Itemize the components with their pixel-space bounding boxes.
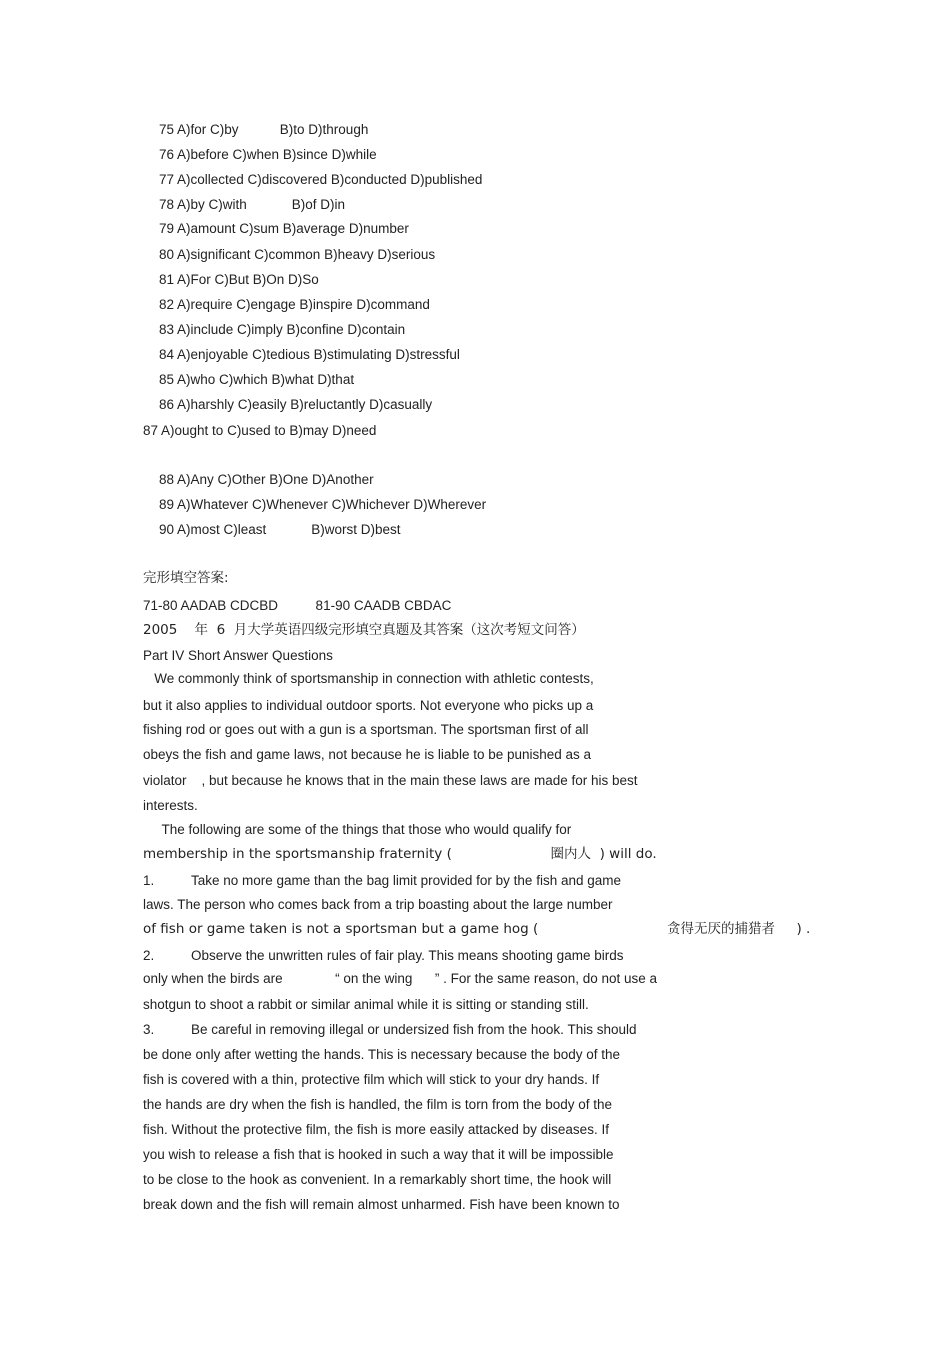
option-86: 86 A)harshly C)easily B)reluctantly D)casually [159, 397, 433, 412]
item3-line: break down and the fish will remain almost unharmed. Fish have been known to [143, 1197, 620, 1212]
option-77: 77 A)collected C)discovered B)conducted D)published [159, 172, 483, 187]
answers-line: 71-80 AADAB CDCBD 81-90 CAADB CBDAC [143, 598, 452, 613]
item3-line: Be careful in removing illegal or undersized fish from the hook. This should [191, 1022, 637, 1037]
option-87: 87 A)ought to C)used to B)may D)need [143, 423, 377, 438]
option-81: 81 A)For C)But B)On D)So [159, 272, 319, 287]
para1-line: We commonly think of sportsmanship in connection with athletic contests, [143, 671, 594, 686]
item3-line: fish is covered with a thin, protective film which will stick to your dry hands. If [143, 1072, 600, 1087]
para1-line: violator , but because he knows that in the main these laws are made for his best [143, 773, 638, 788]
item3-line: be done only after wetting the hands. This is necessary because the body of the [143, 1047, 621, 1062]
option-76: 76 A)before C)when B)since D)while [159, 147, 377, 162]
item3-line: you wish to release a fish that is hooked in such a way that it will be impossible [143, 1147, 614, 1162]
para1-line: fishing rod or goes out with a gun is a sportsman. The sportsman first of all [143, 722, 589, 737]
para2-line: membership in the sportsmanship fraternity ( 圈内人 ) will do. [143, 846, 657, 862]
item-number: 3. [143, 1022, 155, 1037]
item1-line: Take no more game than the bag limit provided for by the fish and game [191, 873, 621, 888]
para2-line: The following are some of the things that those who would qualify for [143, 822, 572, 837]
item3-line: fish. Without the protective film, the fish is more easily attacked by diseases. If [143, 1122, 609, 1137]
option-80: 80 A)significant C)common B)heavy D)serious [159, 247, 436, 262]
option-75: 75 A)for C)by B)to D)through [159, 122, 369, 137]
item1-line: laws. The person who comes back from a trip boasting about the large number [143, 897, 613, 912]
part-heading: Part IV Short Answer Questions [143, 648, 333, 663]
item2-line: Observe the unwritten rules of fair play. This means shooting game birds [191, 948, 624, 963]
item-number: 2. [143, 948, 155, 963]
item-number: 1. [143, 873, 155, 888]
item2-line: only when the birds are “ on the wing ” . For the same reason, do not use a [143, 971, 658, 986]
item3-line: to be close to the hook as convenient. In a remarkably short time, the hook will [143, 1172, 612, 1187]
option-78: 78 A)by C)with B)of D)in [159, 197, 346, 212]
option-85: 85 A)who C)which B)what D)that [159, 372, 355, 387]
year-heading: 2005 年 6 月大学英语四级完形填空真题及其答案（这次考短文问答） [143, 622, 585, 638]
para1-line: obeys the fish and game laws, not because he is liable to be punished as a [143, 747, 592, 762]
option-83: 83 A)include C)imply B)confine D)contain [159, 322, 406, 337]
option-82: 82 A)require C)engage B)inspire D)command [159, 297, 430, 312]
option-89: 89 A)Whatever C)Whenever C)Whichever D)Wherever [159, 497, 487, 512]
option-84: 84 A)enjoyable C)tedious B)stimulating D)stressful [159, 347, 460, 362]
option-79: 79 A)amount C)sum B)average D)number [159, 221, 409, 236]
answers-heading: 完形填空答案: [143, 570, 229, 586]
option-90: 90 A)most C)least B)worst D)best [159, 522, 401, 537]
item1-line: of fish or game taken is not a sportsman but a game hog ( 贪得无厌的捕猎者 ) . [143, 921, 811, 937]
para1-line: interests. [143, 798, 198, 813]
item2-line: shotgun to shoot a rabbit or similar animal while it is sitting or standing still. [143, 997, 589, 1012]
item3-line: the hands are dry when the fish is handled, the film is torn from the body of the [143, 1097, 613, 1112]
para1-line: but it also applies to individual outdoor sports. Not everyone who picks up a [143, 698, 594, 713]
option-88: 88 A)Any C)Other B)One D)Another [159, 472, 374, 487]
